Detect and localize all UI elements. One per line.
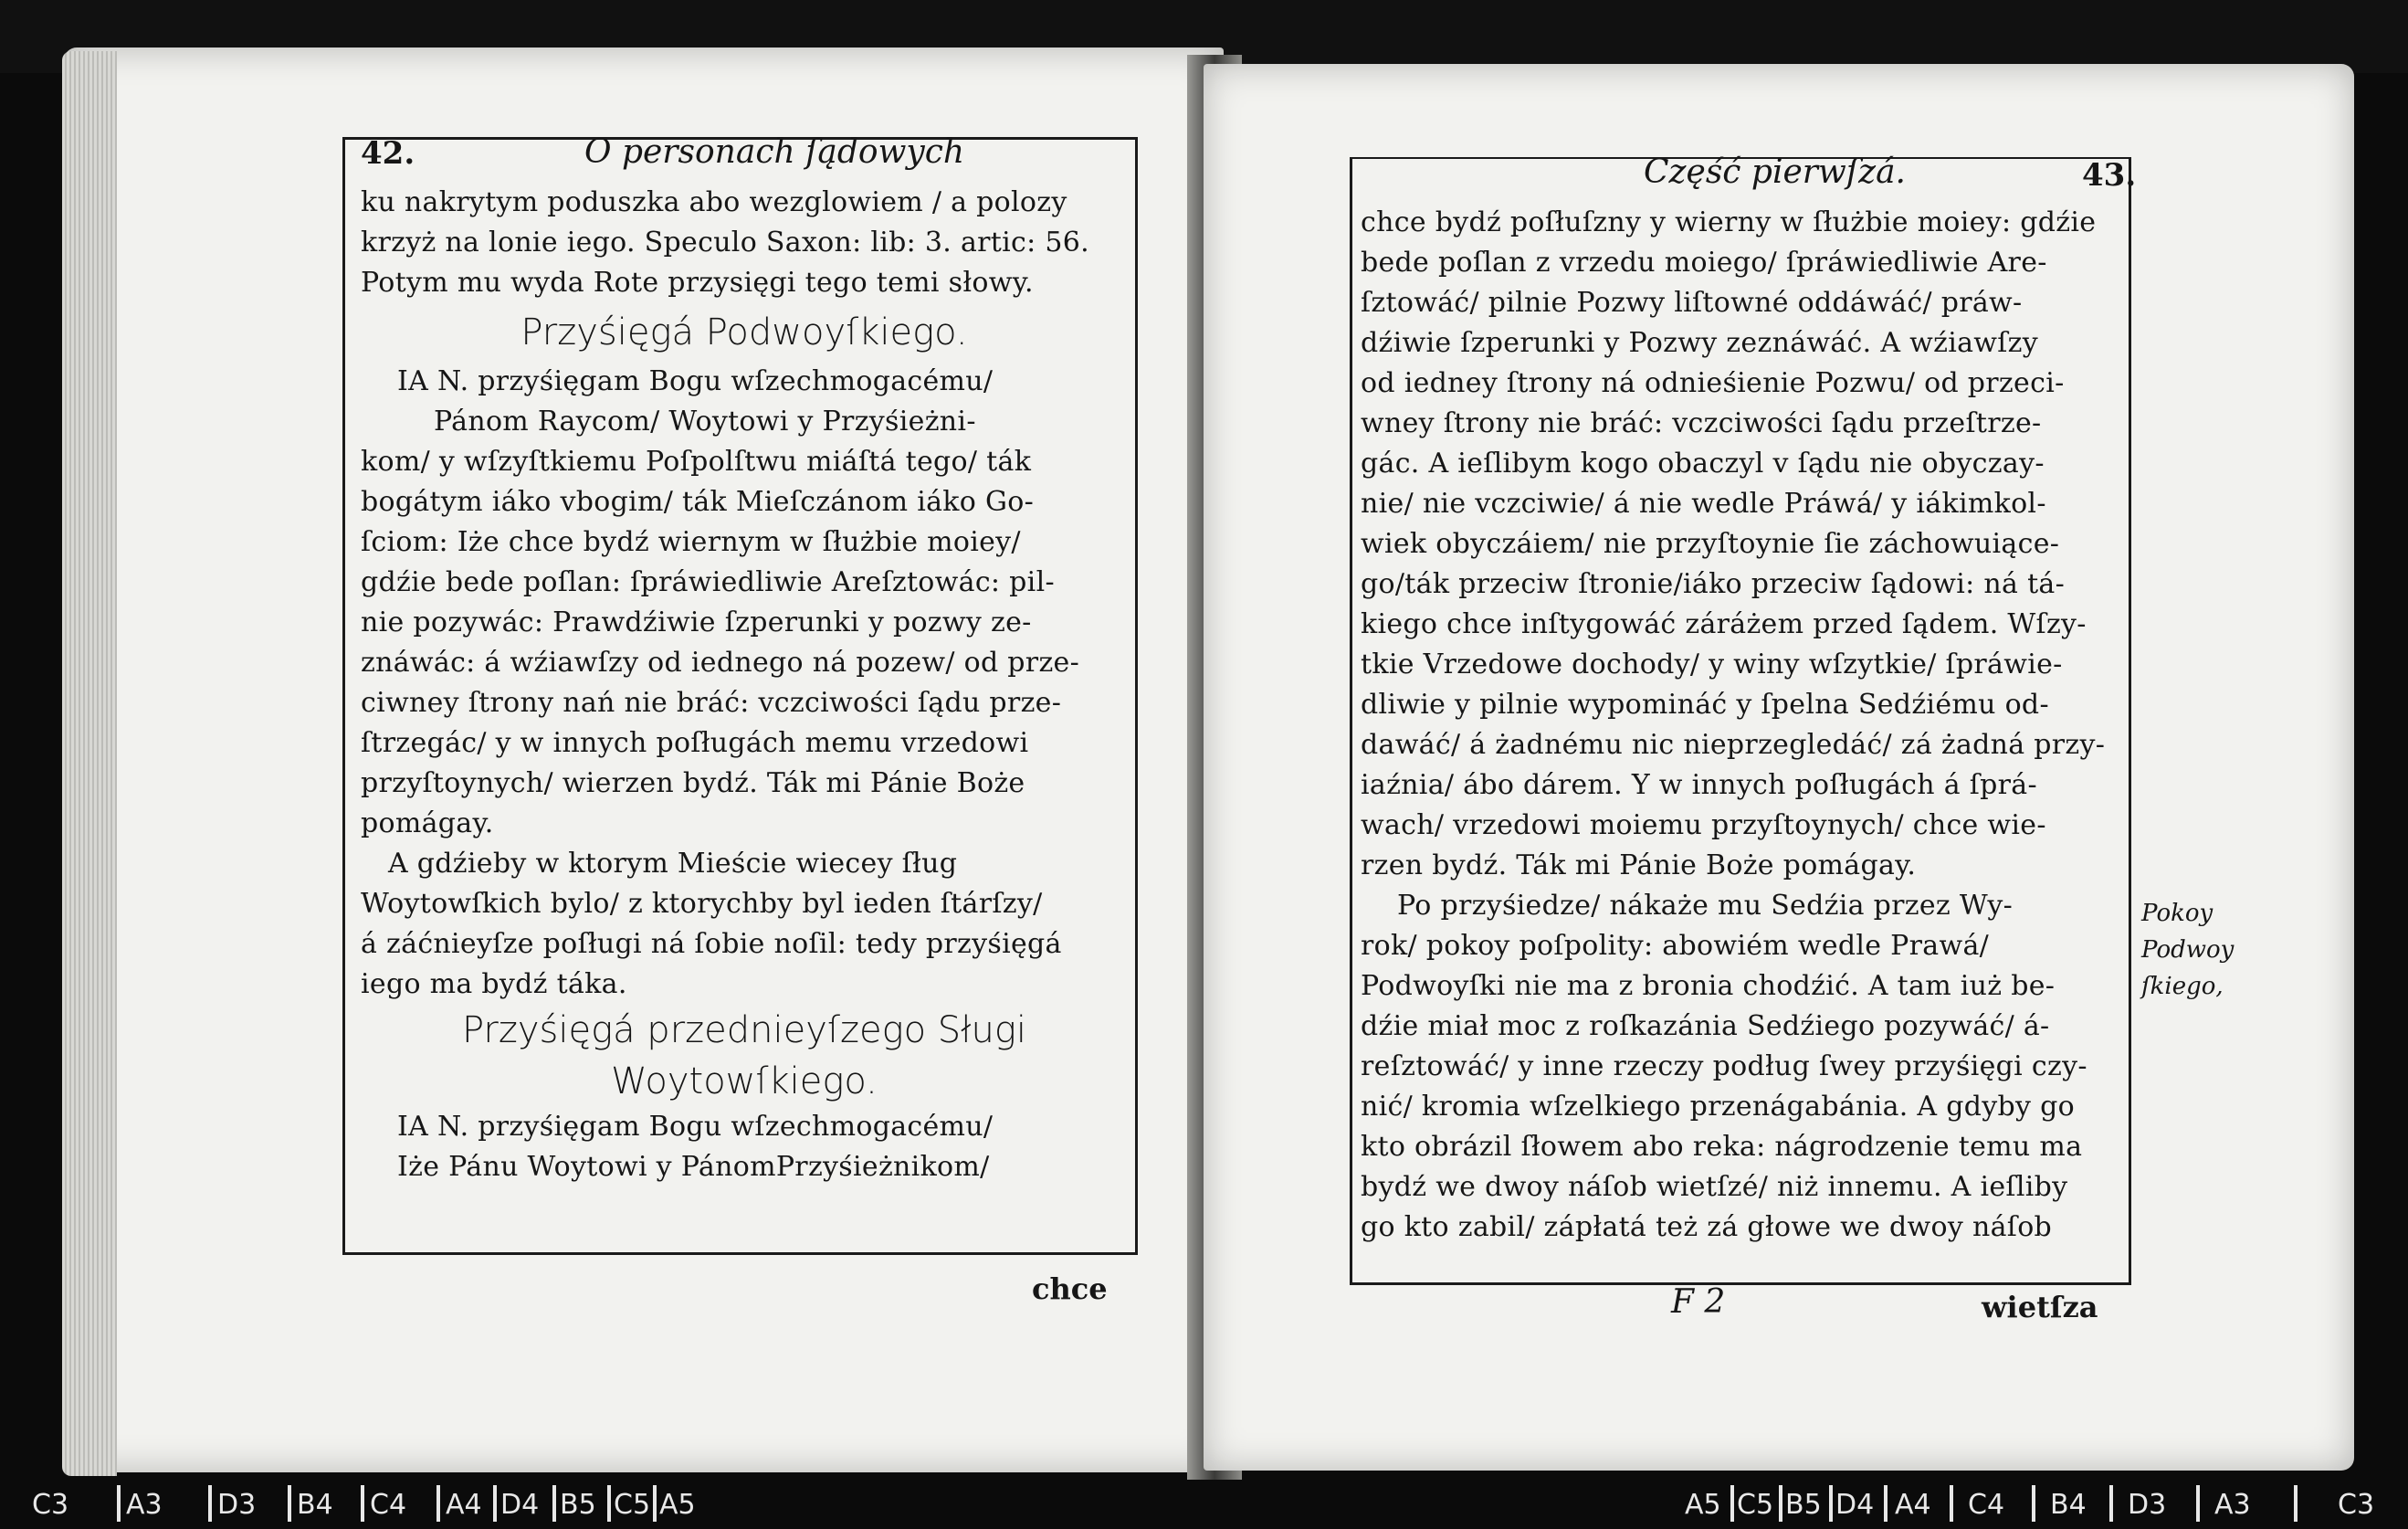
text-line: nie pozywác: Prawdźiwie ſzperunki y pozwy ze- xyxy=(361,606,1032,638)
film-label: C3 xyxy=(2338,1489,2375,1521)
film-bar xyxy=(208,1485,212,1522)
text-line: ciwney ſtrony nań nie bráć: vczciwości ſądu prze- xyxy=(361,687,1062,719)
text-line: IA N. przyśięgam Bogu wſzechmogacému/ xyxy=(397,365,994,397)
text-line: kto obrázil ſłowem abo reka: nágrodzenie temu ma xyxy=(1361,1131,2083,1163)
film-bar xyxy=(607,1485,611,1522)
film-label: A4 xyxy=(1895,1489,1931,1521)
margin-note-line: Podwoy xyxy=(2141,936,2234,964)
margin-note-line: Pokoy xyxy=(2141,900,2213,927)
right-catchword: wietſza xyxy=(1982,1290,2098,1324)
film-bar xyxy=(2196,1485,2200,1522)
text-line: dliwie y pilnie wypomináć y ſpelna Sedźiému od- xyxy=(1361,689,2049,721)
page-edges xyxy=(62,51,117,1476)
film-label: B4 xyxy=(297,1489,333,1521)
text-line: wiek obyczáiem/ nie przyſtoynie ſie záchowuiące- xyxy=(1361,528,2060,560)
text-line: ku nakrytym poduszka abo wezglowiem / a polozy xyxy=(361,186,1067,218)
right-page-number: 43. xyxy=(2082,157,2137,194)
text-line: pomágay. xyxy=(361,807,494,839)
text-line: go kto zabil/ zápłatá też zá głowe we dwoy náſob xyxy=(1361,1211,2053,1243)
text-line: iego ma bydź táka. xyxy=(361,968,627,1000)
film-label: D3 xyxy=(2128,1489,2167,1521)
film-bar xyxy=(1779,1485,1782,1522)
film-bar xyxy=(653,1485,657,1522)
text-line: dźie miał moc z roſkazánia Sedźiego pozywáć/ á- xyxy=(1361,1010,2050,1042)
oath-heading-sluga: Przyśięgá przednieyſzego Sługi xyxy=(461,1009,1026,1051)
text-line: nić/ kromia wſzelkiego przenágabánia. A gdyby go xyxy=(1361,1091,2075,1123)
text-line: Pánom Raycom/ Woytowi y Przyśieżni- xyxy=(434,406,976,438)
film-bar xyxy=(1884,1485,1887,1522)
signature-mark: F 2 xyxy=(1671,1283,1726,1321)
film-strip xyxy=(0,1482,2408,1529)
left-page-number: 42. xyxy=(361,135,415,172)
film-bar xyxy=(1730,1485,1734,1522)
text-line: tkie Vrzedowe dochody/ y winy wſzytkie/ ſpráwie- xyxy=(1361,649,2063,680)
film-label: D4 xyxy=(500,1489,540,1521)
film-bar xyxy=(436,1485,440,1522)
film-bar xyxy=(117,1485,121,1522)
film-label: A5 xyxy=(1685,1489,1721,1521)
film-label: A3 xyxy=(126,1489,163,1521)
right-running-title: Część pierwſzá. xyxy=(1644,153,1906,191)
text-line: przyſtoynych/ wierzen bydź. Ták mi Pánie Boże xyxy=(361,767,1025,799)
text-line: wach/ vrzedowi moiemu przyſtoynych/ chce wie- xyxy=(1361,809,2046,841)
text-line: kom/ y wſzyſtkiemu Poſpolſtwu miáſtá tego/ ták xyxy=(361,446,1032,478)
text-line: Iże Pánu Woytowi y PánomPrzyśieżnikom/ xyxy=(397,1151,990,1183)
text-line: wney ſtrony nie bráć: vczciwości ſądu przeſtrze- xyxy=(1361,407,2042,439)
text-line: A gdźieby w ktorym Mieście wiecey ſług xyxy=(388,848,958,880)
text-line: reſztowáć/ y inne rzeczy podług ſwey przyśięgi czy- xyxy=(1361,1050,2087,1082)
text-line: gác. A ieſlibym kogo obaczyl v ſądu nie obyczay- xyxy=(1361,448,2045,480)
text-line: dźiwie ſzperunki y Pozwy zeznáwáć. A wźiawſzy xyxy=(1361,327,2039,359)
margin-note-line: ſkiego, xyxy=(2141,973,2224,1000)
text-line: od iedney ſtrony ná odnieśienie Pozwu/ od przeci- xyxy=(1361,367,2065,399)
film-label: B5 xyxy=(560,1489,596,1521)
film-bar xyxy=(2294,1485,2298,1522)
text-line: rok/ pokoy poſpolity: abowiém wedle Prawá/ xyxy=(1361,930,1990,962)
left-running-title: O personach ſądowych xyxy=(584,133,965,171)
film-bar xyxy=(361,1485,364,1522)
oath-heading-sluga-2: Woytowſkiego. xyxy=(611,1060,878,1102)
text-line: dawáć/ á żadnému nic nieprzegledáć/ zá żadná przy- xyxy=(1361,729,2106,761)
text-line: bydź we dwoy náſob wietſzé/ niż innemu. A ieſliby xyxy=(1361,1171,2068,1203)
text-line: iaźnia/ ábo dárem. Y w innych poſługách á ſprá- xyxy=(1361,769,2037,801)
text-line: Woytowſkich bylo/ z ktorychby byl ieden ſtárſzy/ xyxy=(361,888,1043,920)
oath-heading-podwoyski: Przyśięgá Podwoyſkiego. xyxy=(521,311,968,353)
film-label: A5 xyxy=(659,1489,696,1521)
text-line: Po przyśiedze/ nákaże mu Sedźia przez Wy- xyxy=(1397,890,2014,922)
text-line: ſztowáć/ pilnie Pozwy liſtowné oddáwáć/ práw- xyxy=(1361,287,2023,319)
text-line: ſciom: Iże chce bydź wiernym w ſłużbie moiey/ xyxy=(361,526,1021,558)
left-text-block xyxy=(361,183,1128,1187)
film-label: B5 xyxy=(1785,1489,1822,1521)
text-line: krzyż na lonie iego. Speculo Saxon: lib: 3. artic: 56. xyxy=(361,227,1090,258)
text-line: á záćnieyſze poſługi ná ſobie noſil: tedy przyśięgá xyxy=(361,928,1062,960)
film-bar xyxy=(552,1485,556,1522)
film-label: C4 xyxy=(1968,1489,2005,1521)
film-label: C3 xyxy=(32,1489,69,1521)
film-label: A3 xyxy=(2214,1489,2251,1521)
text-line: bede poſlan z vrzedu moiego/ ſpráwiedliwie Are- xyxy=(1361,247,2047,279)
film-bar xyxy=(1829,1485,1833,1522)
film-label: D3 xyxy=(217,1489,257,1521)
film-bar xyxy=(2032,1485,2035,1522)
film-label: B4 xyxy=(2050,1489,2087,1521)
film-label: A4 xyxy=(446,1489,482,1521)
film-label: C4 xyxy=(370,1489,407,1521)
text-line: chce bydź poſłuſzny y wierny w ſłużbie moiey: gdźie xyxy=(1361,206,2097,238)
text-line: ſtrzegác/ y w innych poſługách memu vrzedowi xyxy=(361,727,1029,759)
film-label: C5 xyxy=(614,1489,651,1521)
text-line: kiego chce inſtygowáć záráżem przed ſądem. Wſzy- xyxy=(1361,608,2087,640)
film-bar xyxy=(493,1485,497,1522)
text-line: nie/ nie vczciwie/ á nie wedle Práwá/ y iákimkol- xyxy=(1361,488,2046,520)
text-line: go/ták przeciw ſtronie/iáko przeciw ſądowi: ná tá- xyxy=(1361,568,2066,600)
text-line: rzen bydź. Ták mi Pánie Boże pomágay. xyxy=(1361,849,1917,881)
left-catchword: chce xyxy=(1032,1271,1108,1306)
film-bar xyxy=(2109,1485,2113,1522)
text-line: gdźie bede poſlan: ſpráwiedliwie Areſztowác: pil- xyxy=(361,566,1055,598)
text-line: Podwoyſki nie ma z bronia chodźić. A tam iuż be- xyxy=(1361,970,2056,1002)
film-label: D4 xyxy=(1835,1489,1875,1521)
film-label: C5 xyxy=(1737,1489,1774,1521)
text-line: bogátym iáko vbogim/ ták Mieſczánom iáko Go- xyxy=(361,486,1035,518)
text-line: znáwác: á wźiawſzy od iednego ná pozew/ od prze- xyxy=(361,647,1080,679)
margin-note xyxy=(2141,895,2234,1005)
right-text-block xyxy=(1361,203,2126,1248)
text-line: IA N. przyśięgam Bogu wſzechmogacému/ xyxy=(397,1111,994,1143)
film-bar xyxy=(1950,1485,1953,1522)
text-line: Potym mu wyda Rote przysięgi tego temi słowy. xyxy=(361,267,1034,299)
film-bar xyxy=(288,1485,291,1522)
